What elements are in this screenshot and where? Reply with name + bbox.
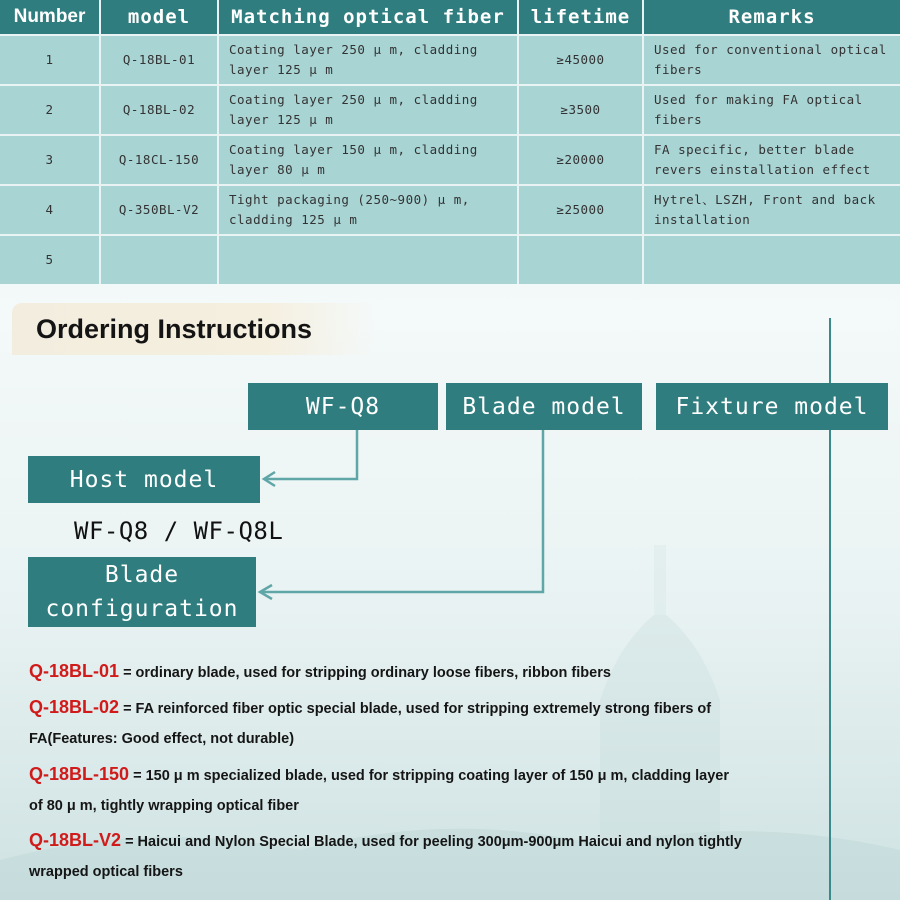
header-model: model: [100, 0, 218, 35]
blade-code: Q-18BL-02: [29, 697, 120, 717]
code-box-wf-q8: WF-Q8: [248, 383, 438, 430]
cell-remarks: Hytrel、LSZH, Front and back installation: [643, 185, 900, 235]
cell-model: Q-18BL-02: [100, 85, 218, 135]
cell-lifetime: ≥3500: [518, 85, 643, 135]
blade-description: [29, 825, 749, 887]
cell-model: Q-18BL-01: [100, 35, 218, 85]
cell-remarks: Used for making FA optical fibers: [643, 85, 900, 135]
header-fiber: Matching optical fiber: [218, 0, 518, 35]
header-remarks: Remarks: [643, 0, 900, 35]
cell-number: 2: [0, 85, 100, 135]
cell-lifetime: ≥45000: [518, 35, 643, 85]
header-lifetime: lifetime: [518, 0, 643, 35]
cell-number: 5: [0, 235, 100, 284]
cell-number: 3: [0, 135, 100, 185]
blade-configuration-label: Blade configuration: [28, 557, 256, 627]
blade-description: [29, 759, 729, 821]
header-number: Number: [0, 0, 100, 35]
ordering-title: Ordering Instructions: [36, 314, 313, 344]
blade-code: Q-18BL-150: [29, 764, 130, 784]
blade-text: = ordinary blade, used for stripping ordinary loose fibers, ribbon fibers: [123, 665, 611, 681]
cell-lifetime: ≥20000: [518, 135, 643, 185]
cell-fiber: Coating layer 250 μ m, cladding layer 125 μ m: [218, 85, 518, 135]
cell-remarks: FA specific, better blade revers einstallation effect: [643, 135, 900, 185]
host-model-values: WF-Q8 / WF-Q8L: [74, 517, 284, 545]
cell-fiber: Tight packaging (250~900) μ m, cladding 125 μ m: [218, 185, 518, 235]
blade-code: Q-18BL-01: [29, 661, 120, 681]
cell-model: Q-350BL-V2: [100, 185, 218, 235]
cell-fiber: Coating layer 150 μ m, cladding layer 80 μ m: [218, 135, 518, 185]
cell-remarks: Used for conventional optical fibers: [643, 35, 900, 85]
blade-text: = 150 μ m specialized blade, used for stripping coating layer of 150 μ m, cladding layer of 80 μ m, tightly wrapping optical fiber: [29, 768, 729, 814]
cell-fiber: Coating layer 250 μ m, cladding layer 125 μ m: [218, 35, 518, 85]
blade-description: [29, 692, 749, 754]
cell-model: Q-18CL-150: [100, 135, 218, 185]
blade-text: = FA reinforced fiber optic special blade, used for stripping extremely strong fibers of FA(Features: Good effect, not durable): [29, 701, 712, 747]
blade-text: = Haicui and Nylon Special Blade, used for peeling 300μm-900μm Haicui and nylon tightly wrapped optical fibers: [29, 834, 742, 880]
cell-number: 1: [0, 35, 100, 85]
fixture-model-box: Fixture model: [656, 383, 888, 430]
blade-code: Q-18BL-V2: [29, 830, 122, 850]
blade-description: [29, 656, 769, 688]
cell-lifetime: ≥25000: [518, 185, 643, 235]
host-model-label: Host model: [28, 456, 260, 503]
cell-number: 4: [0, 185, 100, 235]
blade-model-box: Blade model: [446, 383, 642, 430]
